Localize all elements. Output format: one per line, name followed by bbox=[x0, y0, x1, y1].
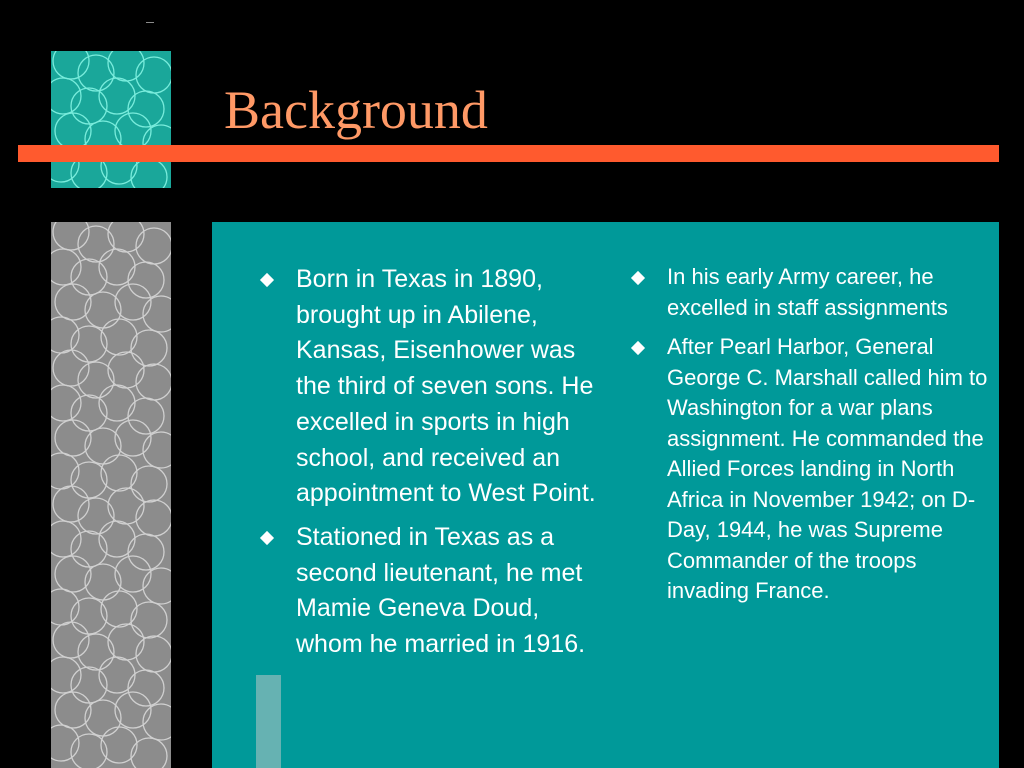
diamond-bullet-icon bbox=[260, 273, 274, 287]
bullet-item bbox=[256, 520, 606, 663]
bullet-item bbox=[627, 262, 997, 323]
left-column bbox=[256, 262, 606, 671]
decorative-bar bbox=[256, 675, 281, 768]
bullet-text: After Pearl Harbor, General George C. Marshall called him to Washington for a war plans assignment. He commanded the Allied Forces landing in North Africa in November 1942; on D-Day, 1944, he was Supreme Commander of the troops invading France. bbox=[667, 334, 988, 603]
teal-circle-pattern-tile bbox=[51, 51, 171, 188]
gray-circle-pattern-tile bbox=[51, 222, 171, 768]
diamond-bullet-icon bbox=[631, 341, 645, 355]
right-column bbox=[627, 262, 997, 616]
slide-title: Background bbox=[224, 80, 488, 140]
circle-pattern-teal bbox=[51, 51, 171, 188]
bullet-item bbox=[256, 262, 606, 512]
title-underline-rule bbox=[18, 145, 999, 162]
bullet-text: In his early Army career, he excelled in staff assignments bbox=[667, 264, 948, 320]
content-panel bbox=[212, 222, 999, 768]
divider bbox=[146, 22, 154, 23]
bullet-text: Born in Texas in 1890, brought up in Abilene, Kansas, Eisenhower was the third of seven sons. He excelled in sports in high school, and received an appointment to West Point. bbox=[296, 265, 596, 508]
bullet-text: Stationed in Texas as a second lieutenant, he met Mamie Geneva Doud, whom he married in 1916. bbox=[296, 522, 586, 659]
circle-pattern-gray bbox=[51, 222, 171, 768]
diamond-bullet-icon bbox=[260, 531, 274, 545]
diamond-bullet-icon bbox=[631, 271, 645, 285]
bullet-item bbox=[627, 332, 997, 607]
